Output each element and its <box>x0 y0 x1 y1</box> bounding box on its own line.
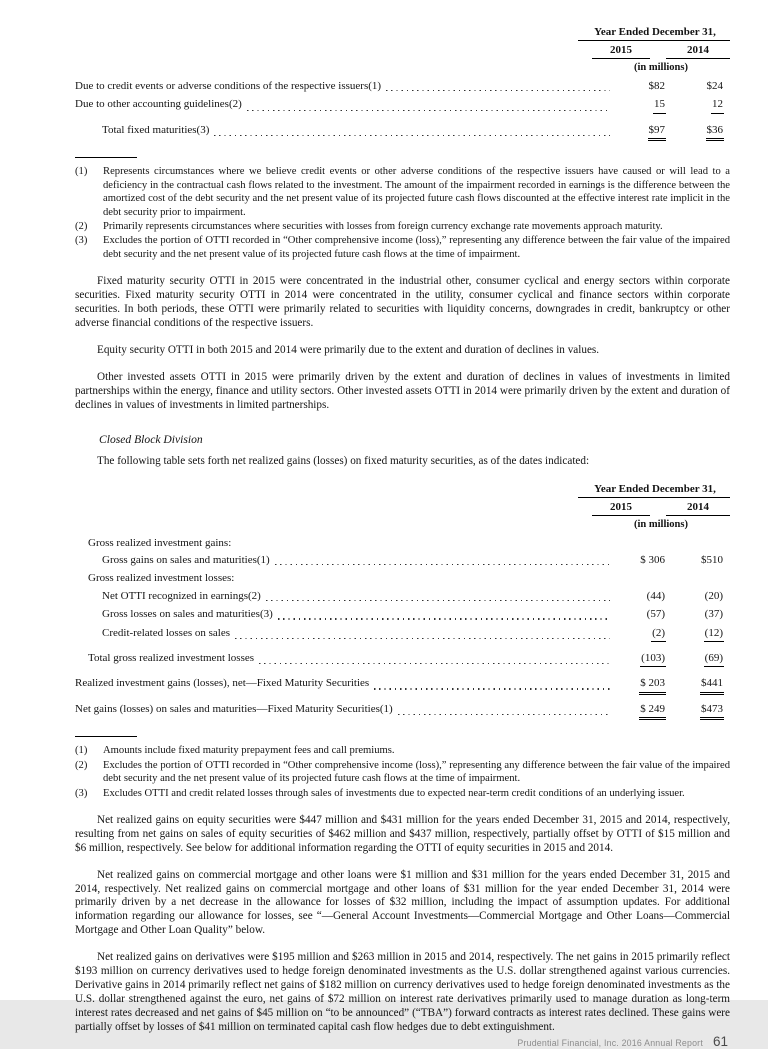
table-row <box>75 675 730 694</box>
table-row <box>75 96 730 115</box>
footnote <box>75 165 730 219</box>
row-label: Due to credit events or adverse conditions of the respective issuers(1) <box>75 80 382 92</box>
row-label: Realized investment gains (losses), net—Fixed Maturity Securities <box>75 677 370 690</box>
paragraph: Net realized gains on commercial mortgage and other loans were $1 million and $31 million for the years ended December 31, 2015 and 2014, respectively. Net realized gains on commercial mortgage and other loans of $31 million for the year ended December 31, 2014 were primarily driven by a net decrease in the allowance for losses of $32 million, including the impact of assumption updates. For additional information regarding our allowance for losses, see “—General Account Investments—Commercial Mortgage and Other Loans—Commercial Mortgage and Other Loan Quality” below. <box>75 868 730 937</box>
dot-leader <box>235 638 610 639</box>
footnote-rule <box>75 157 137 158</box>
row-label: Net gains (losses) on sales and maturities—Fixed Maturity Securities(1) <box>75 702 393 715</box>
table-row <box>75 701 730 720</box>
table2-footnotes <box>75 744 730 801</box>
body-paragraphs-1 <box>75 262 730 412</box>
footnote <box>75 787 730 800</box>
row-label: Gross losses on sales and maturities(3) <box>102 608 273 621</box>
value-cell-2014: (12) <box>666 627 730 642</box>
table-row <box>75 606 730 624</box>
dot-leader <box>247 110 610 111</box>
footnote-text: Represents circumstances where we believe credit events or other adverse conditions of the respective issuers have caused or will lead to a deficiency in the contractual cash flows related to the investment. The amount of the impairment recorded in earnings is the difference between the amortized cost of the debt security and the net present value of its projected future cash flows discounted at the effective interest rate implicit in the debt security prior to impairment. <box>103 166 730 218</box>
table-row <box>75 122 730 141</box>
paragraph: Net realized gains on equity securities were $447 million and $431 million for the years ended December 31, 2015 and 2014, respectively, resulting from net gains on sales of equity securities of $462 million and $437 million, respectively, partially offset by OTTI of $15 million and $6 million, respectively. See below for additional information regarding the OTTI of equity securities in 2015 and 2014. <box>75 813 730 854</box>
table-body <box>75 78 730 141</box>
value-cell-2015: (44) <box>646 589 665 602</box>
closed-block-gains-table <box>75 483 730 721</box>
body-paragraphs-2 <box>75 801 730 1034</box>
value-cell-2014: $473 <box>666 703 730 718</box>
fixed-maturities-otti-table <box>75 26 730 141</box>
year-column-header: 2014 <box>666 44 730 59</box>
page-footer <box>75 1034 730 1049</box>
value-cell-2014: $36 <box>666 124 730 139</box>
footnote-text: Excludes the portion of OTTI recorded in “Other comprehensive income (loss),” representing any difference between the fair value of the impaired debt security and the net present value of its projected future cash flows at the time of impairment. <box>103 759 730 785</box>
paragraph: Fixed maturity security OTTI in 2015 were concentrated in the industrial other, consumer cyclical and energy sectors within corporate securities. Fixed maturity security OTTI in 2014 were concentrated in the utility, consumer cyclical and finance sectors within corporate securities. In both periods, these OTTI were primarily related to securities with liquidity concerns, downgrades in credit, bankruptcy or other adverse financial conditions of the respective issuers. <box>75 275 730 330</box>
paragraph: Net realized gains on derivatives were $195 million and $263 million in 2015 and 2014, respectively. The net gains in 2015 primarily reflect $193 million on currency derivatives used to hedge foreign denominated investments as the U.S. dollar strengthened against various currencies. Derivative gains in 2014 primarily reflect net gains of $182 million on currency derivatives used to hedge foreign denominated investments as the U.S. dollar strengthened against the euro, net gains of $72 million on interest rate derivatives primarily used to manage duration as long-term interest rates decreased and net gains of $45 million on “to be announced” (“TBA”) forward contracts as interest rates declined. These gains were partially offset by losses of $41 million on terminated capital cash flow hedges due to debt extinguishment. <box>75 951 730 1033</box>
paragraph: Equity security OTTI in both 2015 and 2014 were primarily due to the extent and duration of declines in values. <box>97 343 600 356</box>
table-row <box>75 535 730 552</box>
table-row <box>75 78 730 96</box>
value-cell-2015: 15 <box>616 98 666 113</box>
value-cell-2015: $82 <box>648 80 665 92</box>
value-cell-2014: 12 <box>666 98 730 113</box>
dot-leader <box>386 90 610 91</box>
footer-text: Prudential Financial, Inc. 2016 Annual Report <box>517 1038 703 1049</box>
row-label: Credit-related losses on sales <box>102 626 230 639</box>
footnote-number: (1) <box>75 745 88 757</box>
years-row <box>592 42 730 59</box>
dot-leader <box>278 618 610 619</box>
footnote-number: (2) <box>75 221 88 233</box>
value-cell-2014: (20) <box>704 589 723 602</box>
table-row <box>75 570 730 587</box>
year-column-header: 2015 <box>592 44 650 59</box>
row-label: Gross realized investment losses: <box>88 572 235 585</box>
row-label: Due to other accounting guidelines(2) <box>75 98 242 111</box>
row-label: Gross gains on sales and maturities(1) <box>102 553 270 566</box>
dot-leader <box>266 600 610 601</box>
table-header <box>75 26 730 76</box>
footnote <box>75 234 730 261</box>
year-column-header: 2014 <box>666 501 730 516</box>
value-cell-2015: $ 306 <box>640 553 665 566</box>
footnote-number: (1) <box>75 166 88 178</box>
value-cell-2015: $ 203 <box>616 677 666 692</box>
value-cell-2014: (69) <box>666 652 730 667</box>
table-intro: The following table sets forth net realized gains (losses) on fixed maturity securities, as of the dates indicated: <box>97 454 590 467</box>
row-label: Net OTTI recognized in earnings(2) <box>102 589 261 602</box>
footnote-number: (3) <box>75 235 88 247</box>
table-header-columns <box>592 26 730 76</box>
footnote-rule <box>75 736 137 737</box>
row-label: Total fixed maturities(3) <box>102 123 210 136</box>
value-cell-2015: (57) <box>646 608 665 621</box>
table-row <box>75 552 730 570</box>
value-cell-2014: $510 <box>701 553 723 566</box>
dot-leader <box>275 564 610 565</box>
table-row <box>75 625 730 644</box>
dot-leader <box>374 688 610 689</box>
footnote-number: (2) <box>75 759 88 771</box>
paragraph: Other invested assets OTTI in 2015 were primarily driven by the extent and duration of declines in values of investments in limited partnerships within the energy, finance and utility sectors. Other invested assets OTTI in 2014 were primarily driven by the extent and duration of declines in values of investments in limited partnerships. <box>75 370 730 411</box>
row-label: Total gross realized investment losses <box>88 651 255 664</box>
footnote <box>75 220 730 233</box>
footnote-text: Amounts include fixed maturity prepayment fees and call premiums. <box>103 745 395 757</box>
value-cell-2015: (103) <box>616 652 666 667</box>
units-label: (in millions) <box>634 62 688 73</box>
value-cell-2015: $97 <box>616 124 666 139</box>
value-cell-2014: $24 <box>706 80 723 92</box>
period-header: Year Ended December 31, <box>578 26 730 41</box>
footnote-text: Primarily represents circumstances where securities with losses from foreign currency exchange rate movements approach maturity. <box>103 221 663 233</box>
dot-leader <box>214 135 610 136</box>
years-row <box>592 499 730 516</box>
row-label: Gross realized investment gains: <box>88 536 232 549</box>
page-number: 61 <box>712 1034 728 1049</box>
section-heading: Closed Block Division <box>99 432 203 446</box>
footnote-number: (3) <box>75 787 88 799</box>
units-label: (in millions) <box>634 518 688 530</box>
value-cell-2015: $ 249 <box>616 703 666 718</box>
value-cell-2014: (37) <box>704 608 723 621</box>
dot-leader <box>398 714 610 715</box>
value-cell-2014: $441 <box>666 677 730 692</box>
footnote-text: Excludes OTTI and credit related losses through sales of investments due to expected near-term credit conditions of an underlying issuer. <box>103 787 685 799</box>
table-header-columns <box>592 483 730 533</box>
dot-leader <box>259 663 610 664</box>
table-header <box>75 483 730 533</box>
table-body <box>75 535 730 721</box>
footnote <box>75 759 730 786</box>
footnote-text: Excludes the portion of OTTI recorded in “Other comprehensive income (loss),” representing any difference between the fair value of the impaired debt security and the net present value of its projected future cash flows at the time of impairment. <box>103 235 730 260</box>
value-cell-2015: (2) <box>616 627 666 642</box>
table-row <box>75 588 730 606</box>
period-header: Year Ended December 31, <box>578 483 730 498</box>
table1-footnotes <box>75 165 730 262</box>
table-row <box>75 650 730 669</box>
footnote <box>75 744 730 757</box>
year-column-header: 2015 <box>592 501 650 516</box>
